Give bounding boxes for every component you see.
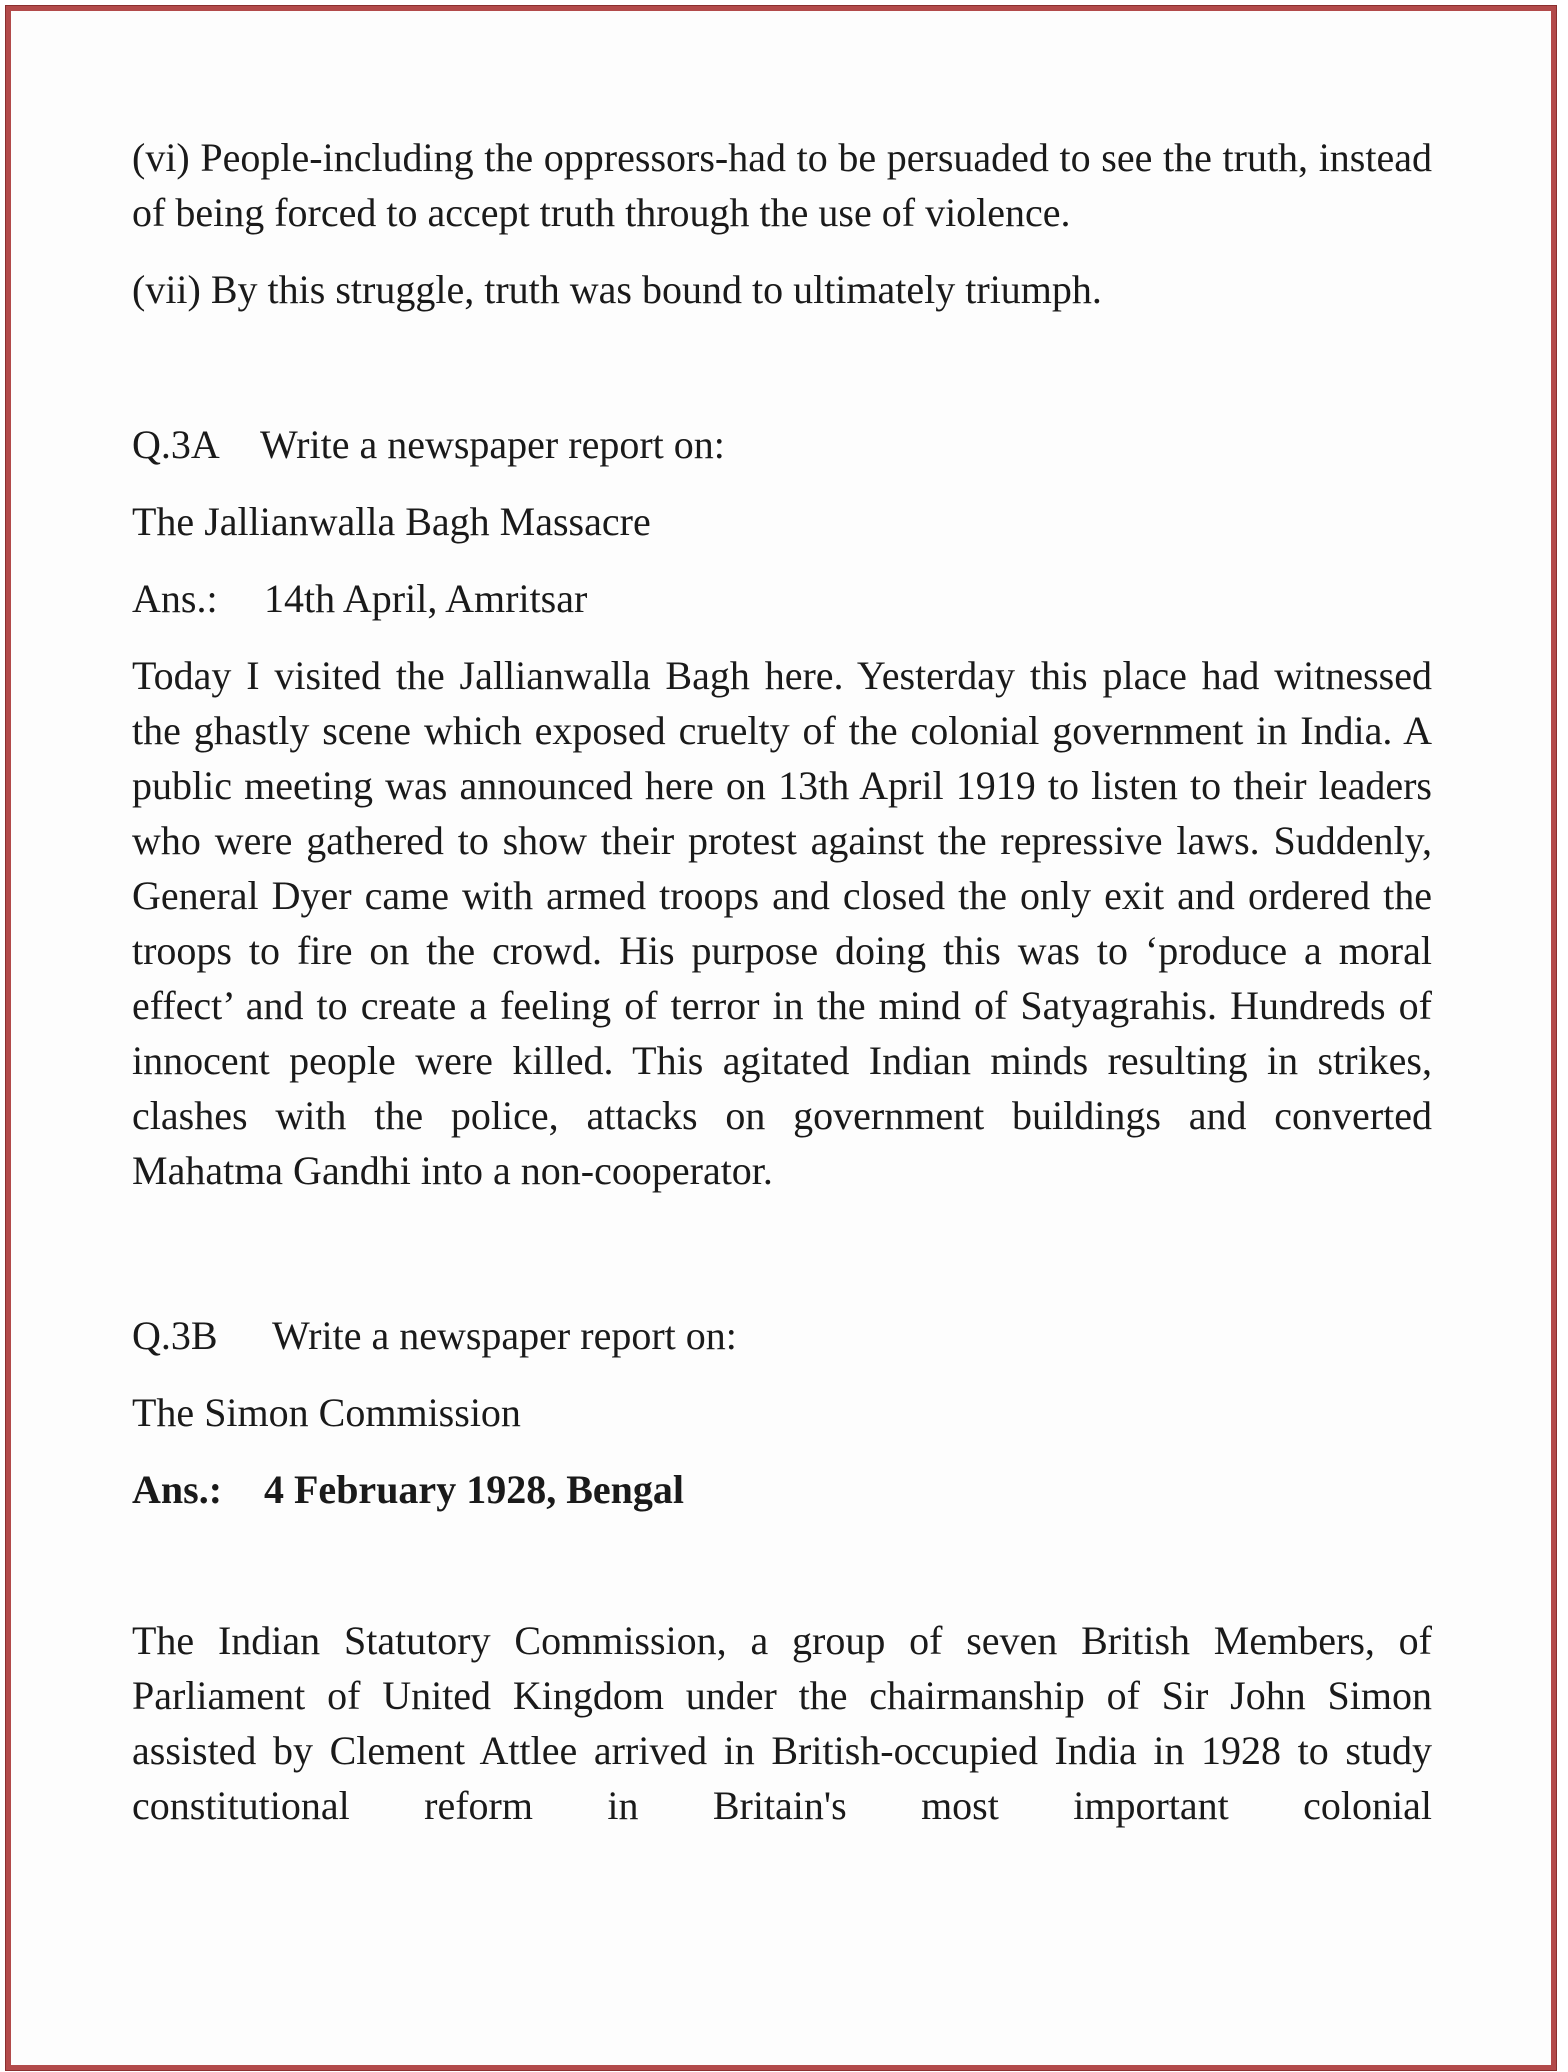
question-3b-heading bbox=[132, 1308, 1432, 1363]
question-3a-report: Today I visited the Jallianwalla Bagh here. Yesterday this place had witnessed the ghastly scene which exposed cruelty of the colonial government in India. A public meeting was announced here on 13th April 1919 to listen to their leaders who were gathered to show their protest against the repressive laws. Suddenly, General Dyer came with armed troops and closed the only exit and ordered the troops to fire on the crowd. His purpose doing this was to ‘produce a moral effect’ and to create a feeling of terror in the mind of Satyagrahis. Hundreds of innocent people were killed. This agitated Indian minds resulting in strikes, clashes with the police, attacks on government buildings and converted Mahatma Gandhi into a non-cooperator. bbox=[132, 653, 1432, 1193]
point-vii: (vii) By this struggle, truth was bound to ultimately triumph. bbox=[132, 267, 1102, 312]
question-3b-answer-line bbox=[132, 1462, 1432, 1517]
question-3a-ans-label: Ans.: bbox=[132, 576, 218, 621]
question-3b-topic: The Simon Commission bbox=[132, 1390, 521, 1435]
question-3a-prompt: Write a newspaper report on: bbox=[260, 422, 725, 467]
question-3b-label: Q.3B bbox=[132, 1313, 218, 1358]
document-body bbox=[132, 130, 1432, 1833]
question-3b-prompt: Write a newspaper report on: bbox=[272, 1313, 737, 1358]
question-3b-ans-label: Ans.: bbox=[132, 1467, 223, 1512]
question-3a-dateline: 14th April, Amritsar bbox=[264, 576, 588, 621]
question-3b bbox=[132, 1308, 1432, 1833]
question-3a-topic: The Jallianwalla Bagh Massacre bbox=[132, 499, 651, 544]
question-3b-report: The Indian Statutory Commission, a group of seven British Members, of Parliament of United Kingdom under the chairmanship of Sir John Simon assisted by Clement Attlee arrived in British-occupied India in 1928 to study constitutional reform in Britain's most important colonial bbox=[132, 1618, 1432, 1828]
point-vi: (vi) People-including the oppressors-had to be persuaded to see the truth, instead of being forced to accept truth through the use of violence. bbox=[132, 135, 1432, 235]
question-3b-dateline: 4 February 1928, Bengal bbox=[264, 1467, 684, 1512]
question-3a bbox=[132, 417, 1432, 1198]
question-3a-answer-line bbox=[132, 571, 1432, 626]
question-3a-label: Q.3A bbox=[132, 422, 220, 467]
question-3a-heading bbox=[132, 417, 1432, 472]
